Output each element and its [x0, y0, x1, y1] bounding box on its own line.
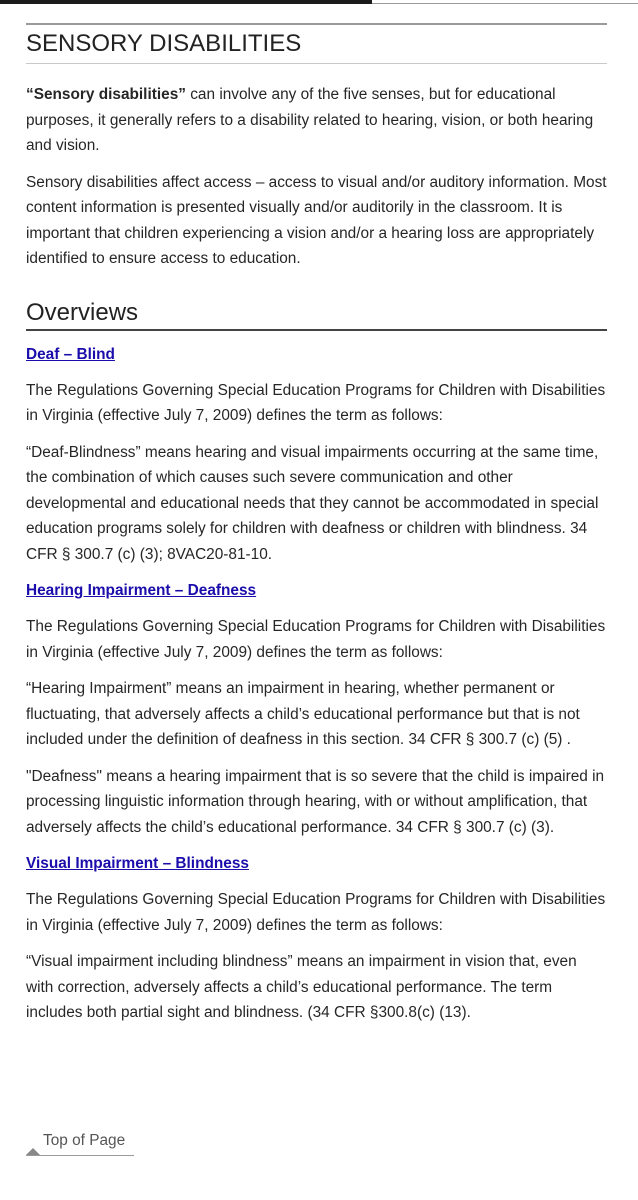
page-title: SENSORY DISABILITIES	[26, 29, 607, 64]
hearing-impairment-link[interactable]: Hearing Impairment – Deafness	[26, 582, 257, 599]
intro-lead-text: can involve any of the five senses, but for educational purposes, it generally refers to a disability related to hearing, vision, or both hearing and vision.	[26, 86, 594, 154]
deafness-definition: "Deafness" means a hearing impairment that is so severe that the child is impaired in processing linguistic information through hearing, with or without amplification, that adversely affects the child’s educational performance. 34 CFR § 300.7 (c) (3).	[26, 767, 605, 836]
top-of-page-label: Top of Page	[43, 1132, 126, 1149]
top-bar-light-segment	[372, 3, 638, 4]
visual-impairment-link[interactable]: Visual Impairment – Blindness	[26, 855, 249, 872]
deaf-blind-link[interactable]: Deaf – Blind	[26, 345, 115, 363]
overviews-heading: Overviews	[26, 298, 607, 331]
up-arrow-icon	[26, 1148, 40, 1155]
hearing-impairment-definition: “Hearing Impairment” means an impairment in hearing, whether permanent or fluctuating, that adversely affects a child’s educational performance but that is not included under the definition of deafness in this section. 34 CFR § 300.7 (c) (5) .	[26, 680, 580, 748]
top-bar-dark-segment	[0, 0, 372, 4]
visual-impairment-definition: “Visual impairment including blindness” means an impairment in vision that, even with correction, adversely affects a child’s educational performance. The term includes both partial sight and blindness. (34 CFR §300.8(c) (13).	[26, 953, 577, 1021]
visual-impairment-intro: The Regulations Governing Special Education Programs for Children with Disabilities in Virginia (effective July 7, 2009) defines the term as follows:	[26, 891, 606, 934]
intro-paragraph-2: Sensory disabilities affect access – access to visual and/or auditory information. Most content information is presented visually and/or auditorily in the classroom. It is important that children experiencing a vision and/or a hearing loss are appropriately identified to ensure access to education.	[26, 173, 607, 267]
deaf-blind-intro: The Regulations Governing Special Education Programs for Children with Disabilities in Virginia (effective July 7, 2009) defines the term as follows:	[26, 381, 606, 424]
intro-lead-term: “Sensory disabilities”	[26, 86, 186, 103]
top-of-page-link[interactable]	[26, 1131, 134, 1156]
title-top-rule	[26, 23, 607, 25]
hearing-impairment-intro: The Regulations Governing Special Education Programs for Children with Disabilities in Virginia (effective July 7, 2009) defines the term as follows:	[26, 618, 606, 661]
deaf-blind-definition: “Deaf-Blindness” means hearing and visual impairments occurring at the same time, the combination of which causes such severe communication and other developmental and educational needs that they cannot be accommodated in special education programs solely for children with deafness or children with blindness. 34 CFR § 300.7 (c) (3); 8VAC20-81-10.	[26, 443, 599, 563]
intro-paragraph-1	[26, 82, 607, 159]
content-area	[26, 23, 607, 1026]
